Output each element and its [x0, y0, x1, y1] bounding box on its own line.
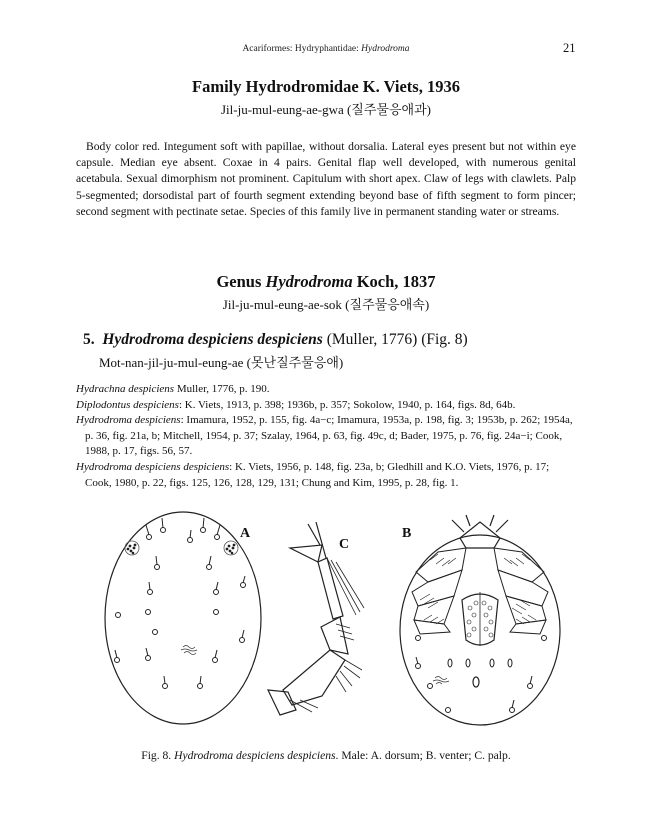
palp-segment-1	[283, 650, 345, 705]
palp-segment-2	[321, 617, 348, 654]
species-title	[83, 331, 468, 349]
genus-prefix: Genus	[216, 272, 266, 291]
synonymy-list	[76, 382, 576, 491]
palp-segment-4	[290, 545, 322, 562]
species-author: (Muller, 1776) (Fig. 8)	[322, 331, 468, 348]
figure-8-illustration	[0, 500, 652, 750]
synonymy-refs: : K. Viets, 1956, p. 148, fig. 23a, b; Gledhill and K.O. Viets, 1976, p. 17; Cook, 1980, p. 22, figs. 125, 126, 128, 129, 131; Chung and Kim, 1995, p. 28, fig. 1.	[85, 460, 550, 489]
synonymy-refs: : K. Viets, 1913, p. 398; 1936b, p. 357; Sokolow, 1940, p. 164, figs. 8d, 64b.	[178, 398, 516, 411]
caption-species: Hydrodroma despiciens despiciens	[174, 749, 336, 762]
synonymy-entry	[76, 398, 576, 414]
palp-base	[268, 690, 296, 715]
running-head	[0, 44, 652, 54]
panel-label-a: A	[240, 526, 251, 541]
venter-drawing	[400, 515, 560, 725]
synonymy-entry	[76, 413, 576, 460]
anal-plate	[473, 677, 479, 687]
synonymy-refs: : Imamura, 1952, p. 155, fig. 4a−c; Imamura, 1953a, p. 198, fig. 3; 1953b, p. 262; 1954a, p. 36, fig. 21a, b; Mitchell, 1954, p. 37; Szalay, 1964, p. 63, fig. 49c, d; Bader, 1975, p. 76, fig. 24a−i; Cook, 1988, p. 17, figs. 56, 57.	[85, 414, 573, 458]
species-number: 5.	[83, 331, 95, 348]
species-korean-name: Mot-nan-jil-ju-mul-eung-ae (못난질주물응애)	[99, 355, 344, 370]
caption-suffix: . Male: A. dorsum; B. venter; C. palp.	[335, 749, 511, 762]
dorsum-drawing	[105, 512, 261, 724]
species-name: Hydrodroma despiciens despiciens	[102, 331, 323, 348]
panel-label-c: C	[339, 537, 350, 552]
figure-caption	[0, 749, 652, 762]
dorsum-body-outline	[105, 512, 261, 724]
caption-prefix: Fig. 8.	[141, 749, 175, 762]
genital-field	[462, 592, 498, 646]
running-head-prefix: Acariformes: Hydryphantidae:	[242, 44, 362, 54]
synonymy-taxon: Diplodontus despiciens	[76, 398, 179, 411]
palp-drawing	[268, 522, 364, 715]
page-number: 21	[563, 41, 576, 55]
palp-segment-5	[308, 522, 326, 558]
capitulum	[452, 515, 508, 548]
lateral-eye-right	[224, 541, 238, 555]
synonymy-taxon: Hydrachna despiciens	[76, 383, 175, 395]
coxal-setae	[420, 554, 536, 624]
figure-8	[0, 500, 652, 750]
excretory-pore	[181, 646, 197, 655]
running-head-genus: Hydrodroma	[361, 44, 410, 54]
venter-setae	[416, 636, 547, 713]
genus-name: Hydrodroma	[265, 272, 353, 291]
synonymy-entry	[76, 460, 576, 491]
genus-author: Koch, 1837	[352, 272, 436, 291]
venter-excretory-pore	[433, 677, 449, 685]
synonymy-taxon: Hydrodroma despiciens	[76, 414, 181, 427]
lateral-eye-left	[125, 541, 139, 555]
genus-title	[0, 272, 652, 292]
synonymy-entry	[76, 382, 576, 398]
genus-korean-name: Jil-ju-mul-eung-ae-sok (질주물응애속)	[222, 297, 430, 312]
synonymy-taxon: Hydrodroma despiciens despiciens	[76, 460, 230, 473]
synonymy-refs: Muller, 1776, p. 190.	[174, 383, 270, 395]
family-title: Family Hydrodromidae K. Viets, 1936	[192, 77, 460, 96]
panel-label-b: B	[402, 526, 412, 541]
family-korean-name: Jil-ju-mul-eung-ae-gwa (질주물응애과)	[221, 102, 431, 117]
family-description: Body color red. Integument soft with papillae, without dorsalia. Lateral eyes present but not within eye capsule. Median eye absent. Coxae in 4 pairs. Genital flap well developed, with numerous genital acetabula. Sexual dimorphism not prominent. Capitulum with short apex. Claw of legs with clawlets. Palp 5-segmented; dorsodistal part of fourth segment extending beyond base of fifth segment to form pincer; second segment with pectinate setae. Species of this family live in permanent standing water or streams.	[76, 140, 576, 218]
